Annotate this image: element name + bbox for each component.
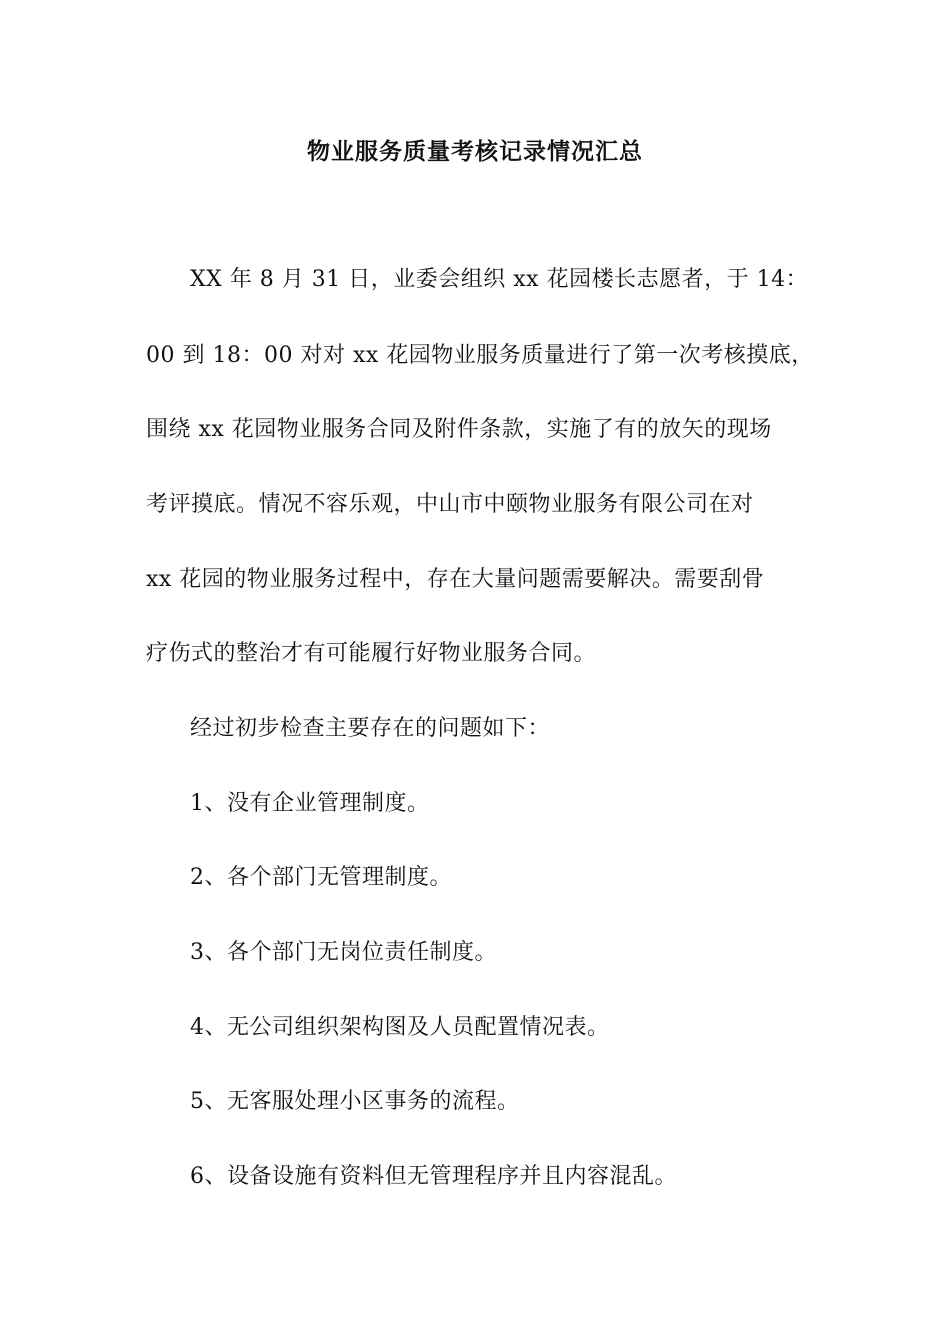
paragraph-line: 疗伤式的整治才有可能履行好物业服务合同。 <box>146 641 597 666</box>
paragraph-line: 考评摸底。情况不容乐观，中山市中颐物业服务有限公司在对 <box>146 492 754 517</box>
issue-item: 6、设备设施有资料但无管理程序并且内容混乱。 <box>190 1164 677 1189</box>
issue-item: 2、各个部门无管理制度。 <box>190 865 452 890</box>
paragraph-line: 围绕 xx 花园物业服务合同及附件条款，实施了有的放矢的现场 <box>146 417 772 442</box>
document-title: 物业服务质量考核记录情况汇总 <box>307 138 643 165</box>
paragraph-line: 00 到 18：00 对对 xx 花园物业服务质量进行了第一次考核摸底， <box>146 343 814 368</box>
issues-intro: 经过初步检查主要存在的问题如下： <box>190 716 551 741</box>
issue-item: 3、各个部门无岗位责任制度。 <box>190 940 497 965</box>
issue-item: 4、无公司组织架构图及人员配置情况表。 <box>190 1015 610 1040</box>
issue-item: 1、没有企业管理制度。 <box>190 791 430 816</box>
issue-item: 5、无客服处理小区事务的流程。 <box>190 1089 520 1114</box>
paragraph-line: XX 年 8 月 31 日，业委会组织 xx 花园楼长志愿者，于 14： <box>190 267 809 292</box>
paragraph-line: xx 花园的物业服务过程中，存在大量问题需要解决。需要刮骨 <box>146 567 765 592</box>
